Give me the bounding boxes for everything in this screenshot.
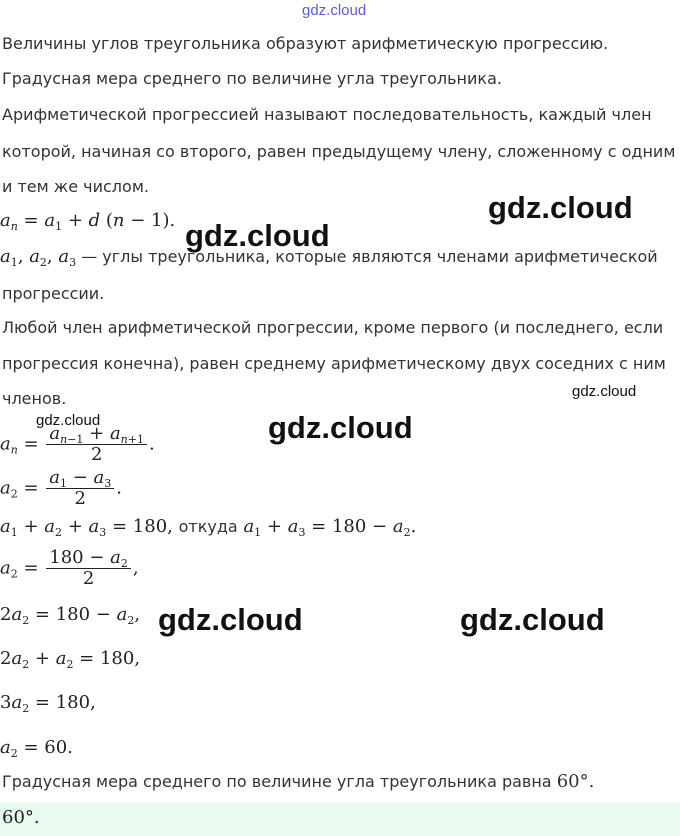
property-line-1: Любой член арифметической прогрессии, кроме первого (и последнего, если (2, 318, 664, 337)
formula-mean-property: $a_n$ = $\frac{a_{n-1} + a_{n+1}}{2}$ . (0, 423, 155, 465)
formula-step-3: $3a_2 = 180$, (0, 692, 96, 715)
formula-sum: $a_1 + a_2 + a_3 = 180$, откуда $a_1 + a_3 = 180 - a_2$. (0, 516, 417, 539)
angles-line-2: прогрессии. (2, 284, 105, 303)
watermark-4: gdz.cloud (36, 412, 101, 429)
formula-a2-substitute: $a_2$ = $\frac{180 - a_2}{2}$ , (0, 547, 139, 589)
property-line-2: прогрессия конечна), равен среднему арифметическому двух соседних с ним (2, 354, 666, 373)
final-sentence (2, 772, 594, 792)
watermark-7: gdz.cloud (460, 602, 605, 637)
property-line-3: членов. (2, 389, 67, 408)
watermark-1: gdz.cloud (488, 190, 633, 225)
angles-text: — углы треугольника, которые являются членами арифметической (76, 247, 658, 266)
answer-value: 60°. (2, 807, 40, 828)
formula-step-2: $2a_2 + a_2 = 180$, (0, 648, 141, 671)
answer-bar (0, 802, 680, 836)
final-sentence-text: Градусная мера среднего по величине угла треугольника равна (2, 772, 557, 791)
formula-result: $a_2 = 60$. (0, 737, 73, 760)
angles-line: $a_1$, $a_2$, $a_3$ — углы треугольника, которые являются членами арифметической (0, 246, 658, 269)
definition-line-1: Арифметической прогрессией называют последовательность, каждый член (2, 105, 652, 124)
otkuda-word: откуда (178, 517, 238, 536)
definition-line-3: и тем же числом. (2, 177, 149, 196)
watermark-3: gdz.cloud (572, 383, 637, 400)
watermark-5: gdz.cloud (268, 410, 413, 445)
condition-line: Величины углов треугольника образуют арифметическую прогрессию. (2, 34, 609, 53)
formula-a2-mean: $a_2$ = $\frac{a_1 - a_3}{2}$ . (0, 467, 122, 509)
final-value: 60°. (556, 771, 595, 792)
watermark-top: gdz.cloud (302, 2, 367, 19)
definition-line-2: которой, начиная со второго, равен предыдущему члену, сложенному с одним (2, 142, 676, 161)
formula-step-1: $2a_2 = 180 - a_2$, (0, 604, 141, 627)
watermark-6: gdz.cloud (158, 602, 303, 637)
watermark-2: gdz.cloud (185, 218, 330, 253)
formula-general-term: $a_n = a_1 + d$ (n − 1). (0, 210, 176, 233)
question-line: Градусная мера среднего по величине угла треугольника. (2, 69, 502, 88)
